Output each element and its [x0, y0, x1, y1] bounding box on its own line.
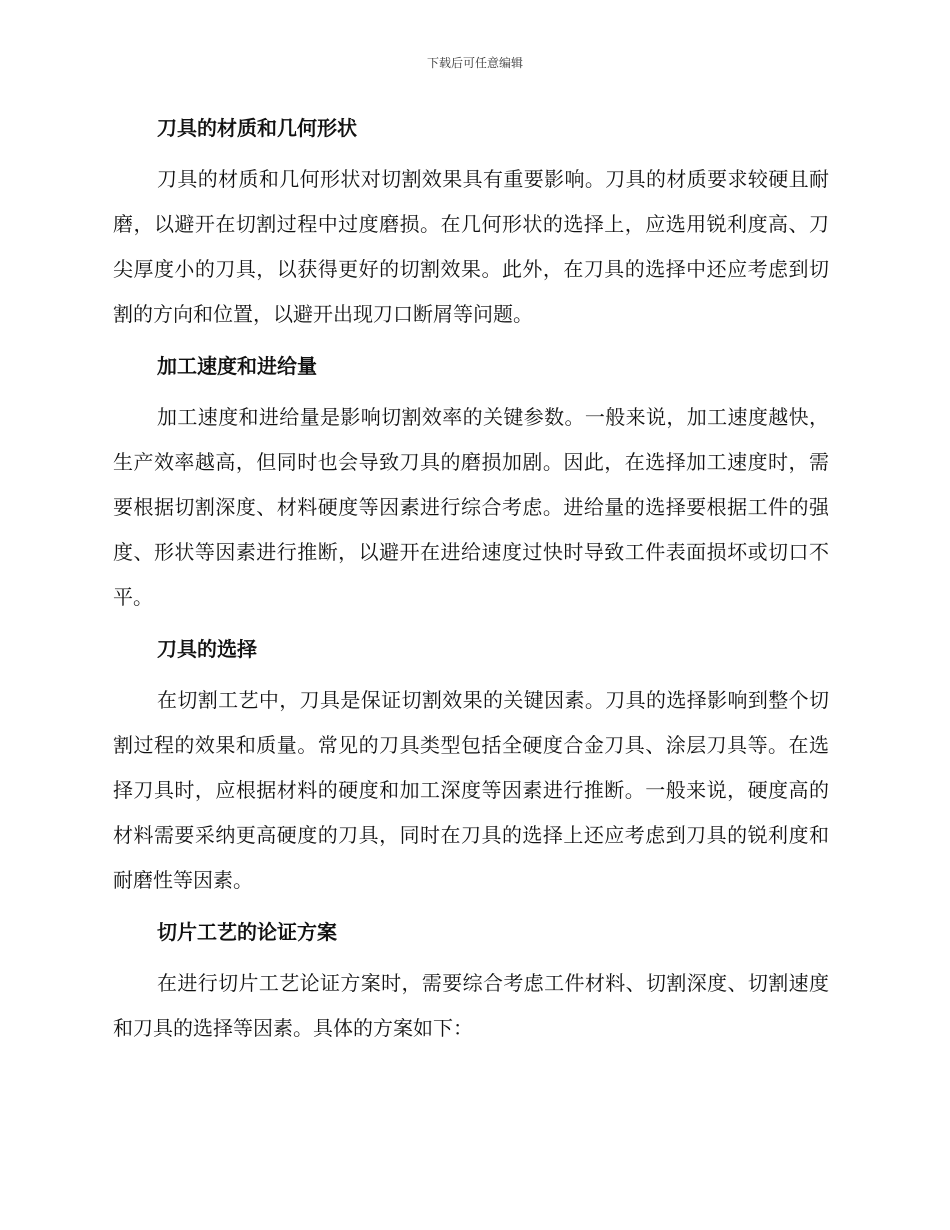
section-paragraph: 在进行切片工艺论证方案时，需要综合考虑工件材料、切割深度、切割速度和刀具的选择等因素。具体的方案如下： — [113, 971, 829, 1040]
section-slicing-plan — [113, 916, 829, 1051]
section-paragraph: 加工速度和进给量是影响切割效率的关键参数。一般来说，加工速度越快，生产效率越高，但同时也会导致刀具的磨损加剧。因此，在选择加工速度时，需要根据切割深度、材料硬度等因素进行综合考虑。进给量的选择要根据工件的强度、形状等因素进行推断，以避开在进给速度过快时导致工件表面损坏或切口不平。 — [113, 405, 829, 609]
section-heading: 切片工艺的论证方案 — [157, 920, 337, 944]
section-heading: 加工速度和进给量 — [157, 354, 317, 378]
section-tool-material — [113, 112, 829, 337]
section-paragraph: 在切割工艺中，刀具是保证切割效果的关键因素。刀具的选择影响到整个切割过程的效果和质量。常见的刀具类型包括全硬度合金刀具、涂层刀具等。在选择刀具时，应根据材料的硬度和加工深度等因素进行推断。一般来说，硬度高的材料需要采纳更高硬度的刀具，同时在刀具的选择上还应考虑到刀具的锐利度和耐磨性等因素。 — [113, 688, 829, 892]
page-header-note: 下载后可任意编辑 — [426, 56, 523, 70]
section-paragraph: 刀具的材质和几何形状对切割效果具有重要影响。刀具的材质要求较硬且耐磨，以避开在切割过程中过度磨损。在几何形状的选择上，应选用锐利度高、刀尖厚度小的刀具，以获得更好的切割效果。此外，在刀具的选择中还应考虑到切割的方向和位置，以避开出现刀口断屑等问题。 — [113, 167, 829, 326]
document-body — [113, 112, 829, 1064]
section-heading: 刀具的选择 — [157, 637, 257, 661]
section-heading: 刀具的材质和几何形状 — [157, 116, 357, 140]
section-tool-selection — [113, 633, 829, 903]
section-speed-feed — [113, 350, 829, 620]
